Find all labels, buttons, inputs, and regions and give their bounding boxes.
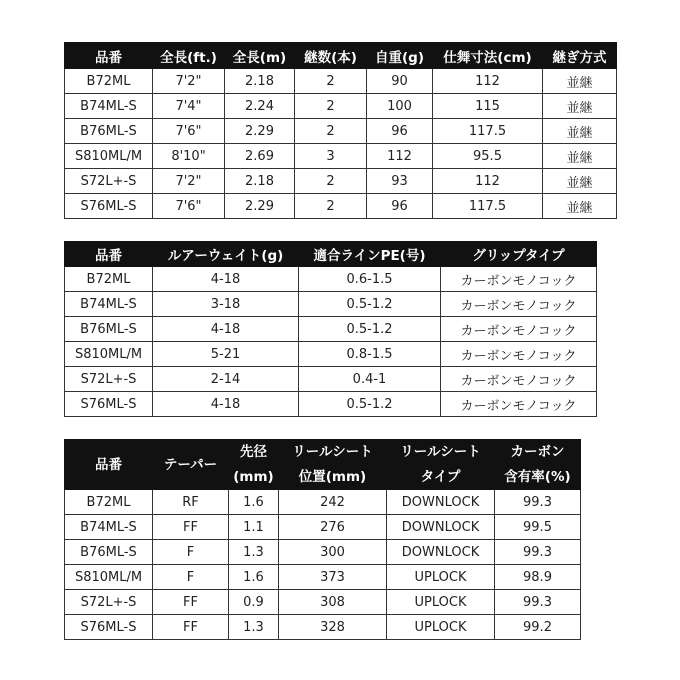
cell-grip-type: カーボンモノコック	[441, 367, 597, 392]
cell-model: B76ML-S	[65, 540, 153, 565]
cell-carbon-content: 99.3	[495, 490, 581, 515]
header-tip-diameter: 先径	[229, 440, 279, 465]
cell-carbon-content: 98.9	[495, 565, 581, 590]
cell-model: S810ML/M	[65, 565, 153, 590]
table-row	[65, 119, 617, 144]
header-lure-weight: ルアーウェイト(g)	[153, 242, 299, 267]
cell-taper: FF	[153, 590, 229, 615]
table-row	[65, 565, 581, 590]
table-row	[65, 540, 581, 565]
cell-length-ft: 8'10"	[153, 144, 225, 169]
cell-weight: 93	[367, 169, 433, 194]
cell-length-m: 2.29	[225, 194, 295, 219]
cell-model: S72L+-S	[65, 367, 153, 392]
cell-pieces: 3	[295, 144, 367, 169]
cell-taper: FF	[153, 615, 229, 640]
cell-lure-weight: 3-18	[153, 292, 299, 317]
cell-lure-weight: 4-18	[153, 317, 299, 342]
cell-closed-length: 112	[433, 69, 543, 94]
cell-model: B76ML-S	[65, 317, 153, 342]
cell-reelseat-type: DOWNLOCK	[387, 515, 495, 540]
header-tip-diameter-unit: (mm)	[229, 465, 279, 490]
header-line-pe: 適合ラインPE(号)	[299, 242, 441, 267]
cell-carbon-content: 99.5	[495, 515, 581, 540]
cell-reelseat-position: 308	[279, 590, 387, 615]
cell-closed-length: 115	[433, 94, 543, 119]
table-row	[65, 490, 581, 515]
cell-closed-length: 95.5	[433, 144, 543, 169]
cell-grip-type: カーボンモノコック	[441, 342, 597, 367]
cell-tip-diameter: 1.3	[229, 540, 279, 565]
cell-model: S76ML-S	[65, 392, 153, 417]
cell-model: S810ML/M	[65, 342, 153, 367]
table-row	[65, 194, 617, 219]
header-pieces: 継数(本)	[295, 43, 367, 69]
header-weight: 自重(g)	[367, 43, 433, 69]
cell-weight: 96	[367, 194, 433, 219]
cell-pieces: 2	[295, 94, 367, 119]
header-grip-type: グリップタイプ	[441, 242, 597, 267]
header-reelseat-position-unit: 位置(mm)	[279, 465, 387, 490]
table-header-row	[65, 242, 597, 267]
cell-line-pe: 0.5-1.2	[299, 392, 441, 417]
header-closed-length: 仕舞寸法(cm)	[433, 43, 543, 69]
cell-reelseat-type: DOWNLOCK	[387, 490, 495, 515]
cell-taper: F	[153, 565, 229, 590]
cell-reelseat-position: 373	[279, 565, 387, 590]
cell-joint-type: 並継	[543, 169, 617, 194]
table-row	[65, 144, 617, 169]
cell-joint-type: 並継	[543, 144, 617, 169]
cell-length-ft: 7'6"	[153, 194, 225, 219]
header-reelseat-position: リールシート	[279, 440, 387, 465]
cell-length-m: 2.29	[225, 119, 295, 144]
table-row	[65, 392, 597, 417]
header-reelseat-type-sub: タイプ	[387, 465, 495, 490]
cell-reelseat-position: 242	[279, 490, 387, 515]
cell-tip-diameter: 1.6	[229, 565, 279, 590]
cell-grip-type: カーボンモノコック	[441, 317, 597, 342]
header-model: 品番	[65, 43, 153, 69]
cell-model: B72ML	[65, 490, 153, 515]
cell-grip-type: カーボンモノコック	[441, 392, 597, 417]
cell-line-pe: 0.4-1	[299, 367, 441, 392]
cell-pieces: 2	[295, 119, 367, 144]
cell-tip-diameter: 1.1	[229, 515, 279, 540]
cell-joint-type: 並継	[543, 94, 617, 119]
cell-length-m: 2.69	[225, 144, 295, 169]
table-header-row-top	[65, 440, 581, 465]
cell-model: B74ML-S	[65, 94, 153, 119]
header-model: 品番	[65, 440, 153, 490]
cell-line-pe: 0.6-1.5	[299, 267, 441, 292]
cell-length-m: 2.18	[225, 69, 295, 94]
cell-weight: 90	[367, 69, 433, 94]
cell-reelseat-type: UPLOCK	[387, 615, 495, 640]
cell-model: S810ML/M	[65, 144, 153, 169]
cell-lure-weight: 4-18	[153, 267, 299, 292]
cell-closed-length: 117.5	[433, 119, 543, 144]
cell-lure-weight: 4-18	[153, 392, 299, 417]
cell-weight: 96	[367, 119, 433, 144]
cell-model: B76ML-S	[65, 119, 153, 144]
cell-carbon-content: 99.2	[495, 615, 581, 640]
cell-closed-length: 112	[433, 169, 543, 194]
cell-taper: RF	[153, 490, 229, 515]
cell-model: S72L+-S	[65, 590, 153, 615]
cell-reelseat-type: UPLOCK	[387, 565, 495, 590]
spec-table-line-lure	[64, 241, 597, 417]
cell-line-pe: 0.5-1.2	[299, 292, 441, 317]
cell-reelseat-type: DOWNLOCK	[387, 540, 495, 565]
cell-joint-type: 並継	[543, 69, 617, 94]
cell-length-ft: 7'2"	[153, 69, 225, 94]
table-header-row	[65, 43, 617, 69]
cell-model: S76ML-S	[65, 615, 153, 640]
cell-grip-type: カーボンモノコック	[441, 292, 597, 317]
spec-table-dimensions	[64, 42, 617, 219]
header-joint-type: 継ぎ方式	[543, 43, 617, 69]
cell-model: S76ML-S	[65, 194, 153, 219]
header-length-ft: 全長(ft.)	[153, 43, 225, 69]
cell-lure-weight: 2-14	[153, 367, 299, 392]
cell-carbon-content: 99.3	[495, 540, 581, 565]
cell-pieces: 2	[295, 169, 367, 194]
table-row	[65, 169, 617, 194]
cell-model: B72ML	[65, 69, 153, 94]
cell-reelseat-position: 276	[279, 515, 387, 540]
cell-line-pe: 0.5-1.2	[299, 317, 441, 342]
spec-table-taper-reelseat	[64, 439, 581, 640]
cell-length-ft: 7'4"	[153, 94, 225, 119]
cell-length-m: 2.18	[225, 169, 295, 194]
cell-length-ft: 7'2"	[153, 169, 225, 194]
cell-tip-diameter: 1.6	[229, 490, 279, 515]
cell-model: B74ML-S	[65, 515, 153, 540]
cell-model: S72L+-S	[65, 169, 153, 194]
cell-grip-type: カーボンモノコック	[441, 267, 597, 292]
cell-lure-weight: 5-21	[153, 342, 299, 367]
cell-length-ft: 7'6"	[153, 119, 225, 144]
header-carbon-content-unit: 含有率(%)	[495, 465, 581, 490]
cell-model: B74ML-S	[65, 292, 153, 317]
cell-reelseat-type: UPLOCK	[387, 590, 495, 615]
header-length-m: 全長(m)	[225, 43, 295, 69]
table-row	[65, 292, 597, 317]
cell-joint-type: 並継	[543, 194, 617, 219]
cell-weight: 112	[367, 144, 433, 169]
cell-reelseat-position: 300	[279, 540, 387, 565]
cell-tip-diameter: 1.3	[229, 615, 279, 640]
header-model: 品番	[65, 242, 153, 267]
table-row	[65, 317, 597, 342]
cell-length-m: 2.24	[225, 94, 295, 119]
table-row	[65, 367, 597, 392]
header-reelseat-type: リールシート	[387, 440, 495, 465]
cell-joint-type: 並継	[543, 119, 617, 144]
table-row	[65, 515, 581, 540]
cell-taper: FF	[153, 515, 229, 540]
table-row	[65, 342, 597, 367]
cell-pieces: 2	[295, 194, 367, 219]
cell-line-pe: 0.8-1.5	[299, 342, 441, 367]
cell-closed-length: 117.5	[433, 194, 543, 219]
cell-weight: 100	[367, 94, 433, 119]
cell-model: B72ML	[65, 267, 153, 292]
table-row	[65, 267, 597, 292]
table-row	[65, 94, 617, 119]
cell-pieces: 2	[295, 69, 367, 94]
table-row	[65, 590, 581, 615]
cell-taper: F	[153, 540, 229, 565]
header-taper: テーパー	[153, 440, 229, 490]
cell-carbon-content: 99.3	[495, 590, 581, 615]
cell-tip-diameter: 0.9	[229, 590, 279, 615]
table-row	[65, 69, 617, 94]
cell-reelseat-position: 328	[279, 615, 387, 640]
header-carbon-content: カーボン	[495, 440, 581, 465]
table-row	[65, 615, 581, 640]
